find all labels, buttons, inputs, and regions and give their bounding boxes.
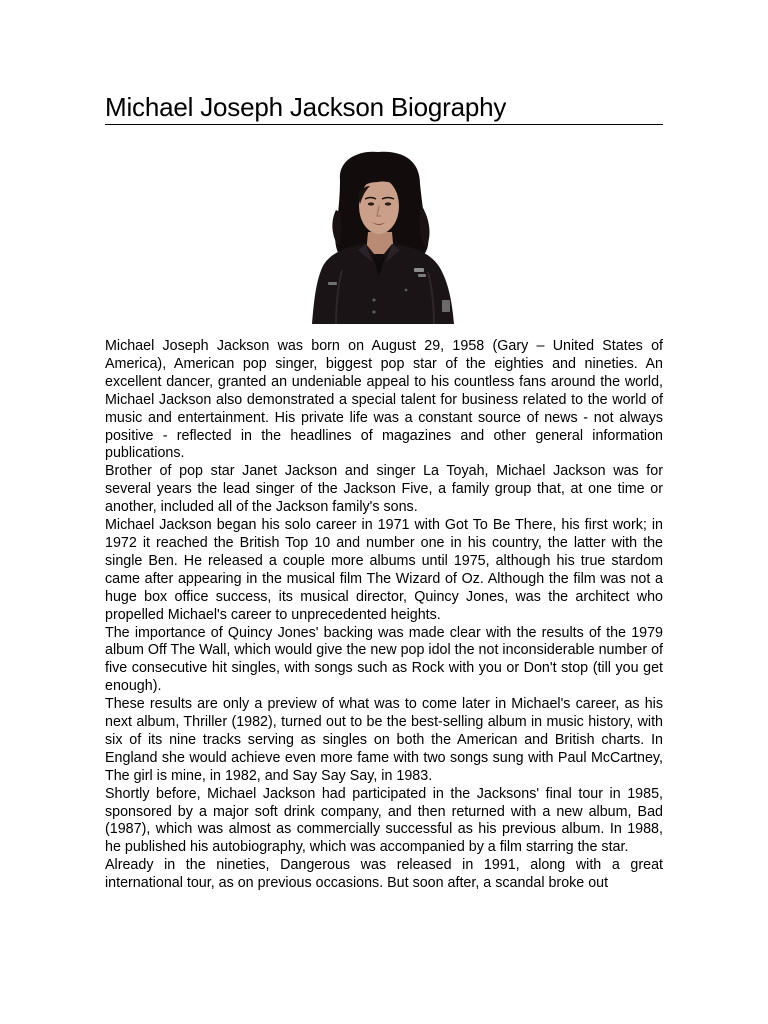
- paragraph: Shortly before, Michael Jackson had participated in the Jacksons' final tour in 1985, sponsored by a major soft drink company, and then returned with a new album, Bad (1987), which was almost as commercially successful as his previous album. In 1988, he published his autobiography, which was accompanied by a film starring the star.: [105, 785, 663, 856]
- paragraph: These results are only a preview of what was to come later in Michael's career, as his next album, Thriller (1982), turned out to be the best-selling album in music history, with six of its nine tracks serving as singles on both the American and British charts. In England she would achieve even more fame with two songs sung with Paul McCartney, The girl is mine, in 1982, and Say Say Say, in 1983.: [105, 696, 663, 784]
- portrait-photo: [302, 150, 464, 324]
- paragraph: Michael Jackson began his solo career in 1971 with Got To Be There, his first work; in 1972 it reached the British Top 10 and number one in his country, the latter with the single Ben. He released a couple more albums until 1975, although his true stardom came after appearing in the musical film The Wizard of Oz. Although the film was not a huge box office success, its musical director, Quincy Jones, was the architect who propelled Michael's career to unprecedented heights.: [105, 517, 663, 623]
- paragraph: Already in the nineties, Dangerous was released in 1991, along with a great international tour, as on previous occasions. But soon after, a scandal broke out: [105, 857, 663, 892]
- paragraph: Michael Joseph Jackson was born on August 29, 1958 (Gary – United States of America), American pop singer, biggest pop star of the eighties and nineties. An excellent dancer, granted an undeniable appeal to his countless fans around the world, Michael Jackson also demonstrated a special talent for business related to the world of music and entertainment. His private life was a constant source of news - not always positive - reflected in the headlines of magazines and other general information publications.: [105, 338, 663, 462]
- paragraph: Brother of pop star Janet Jackson and singer La Toyah, Michael Jackson was for several years the lead singer of the Jackson Five, a family group that, at one time or another, included all of the Jackson family's sons.: [105, 463, 663, 516]
- paragraph: The importance of Quincy Jones' backing was made clear with the results of the 1979 album Off The Wall, which would give the new pop idol the not inconsiderable number of five consecutive hit singles, with songs such as Rock with you or Don't stop (till you get enough).: [105, 624, 663, 695]
- biography-text: [105, 338, 663, 893]
- page-title: Michael Joseph Jackson Biography: [105, 91, 663, 125]
